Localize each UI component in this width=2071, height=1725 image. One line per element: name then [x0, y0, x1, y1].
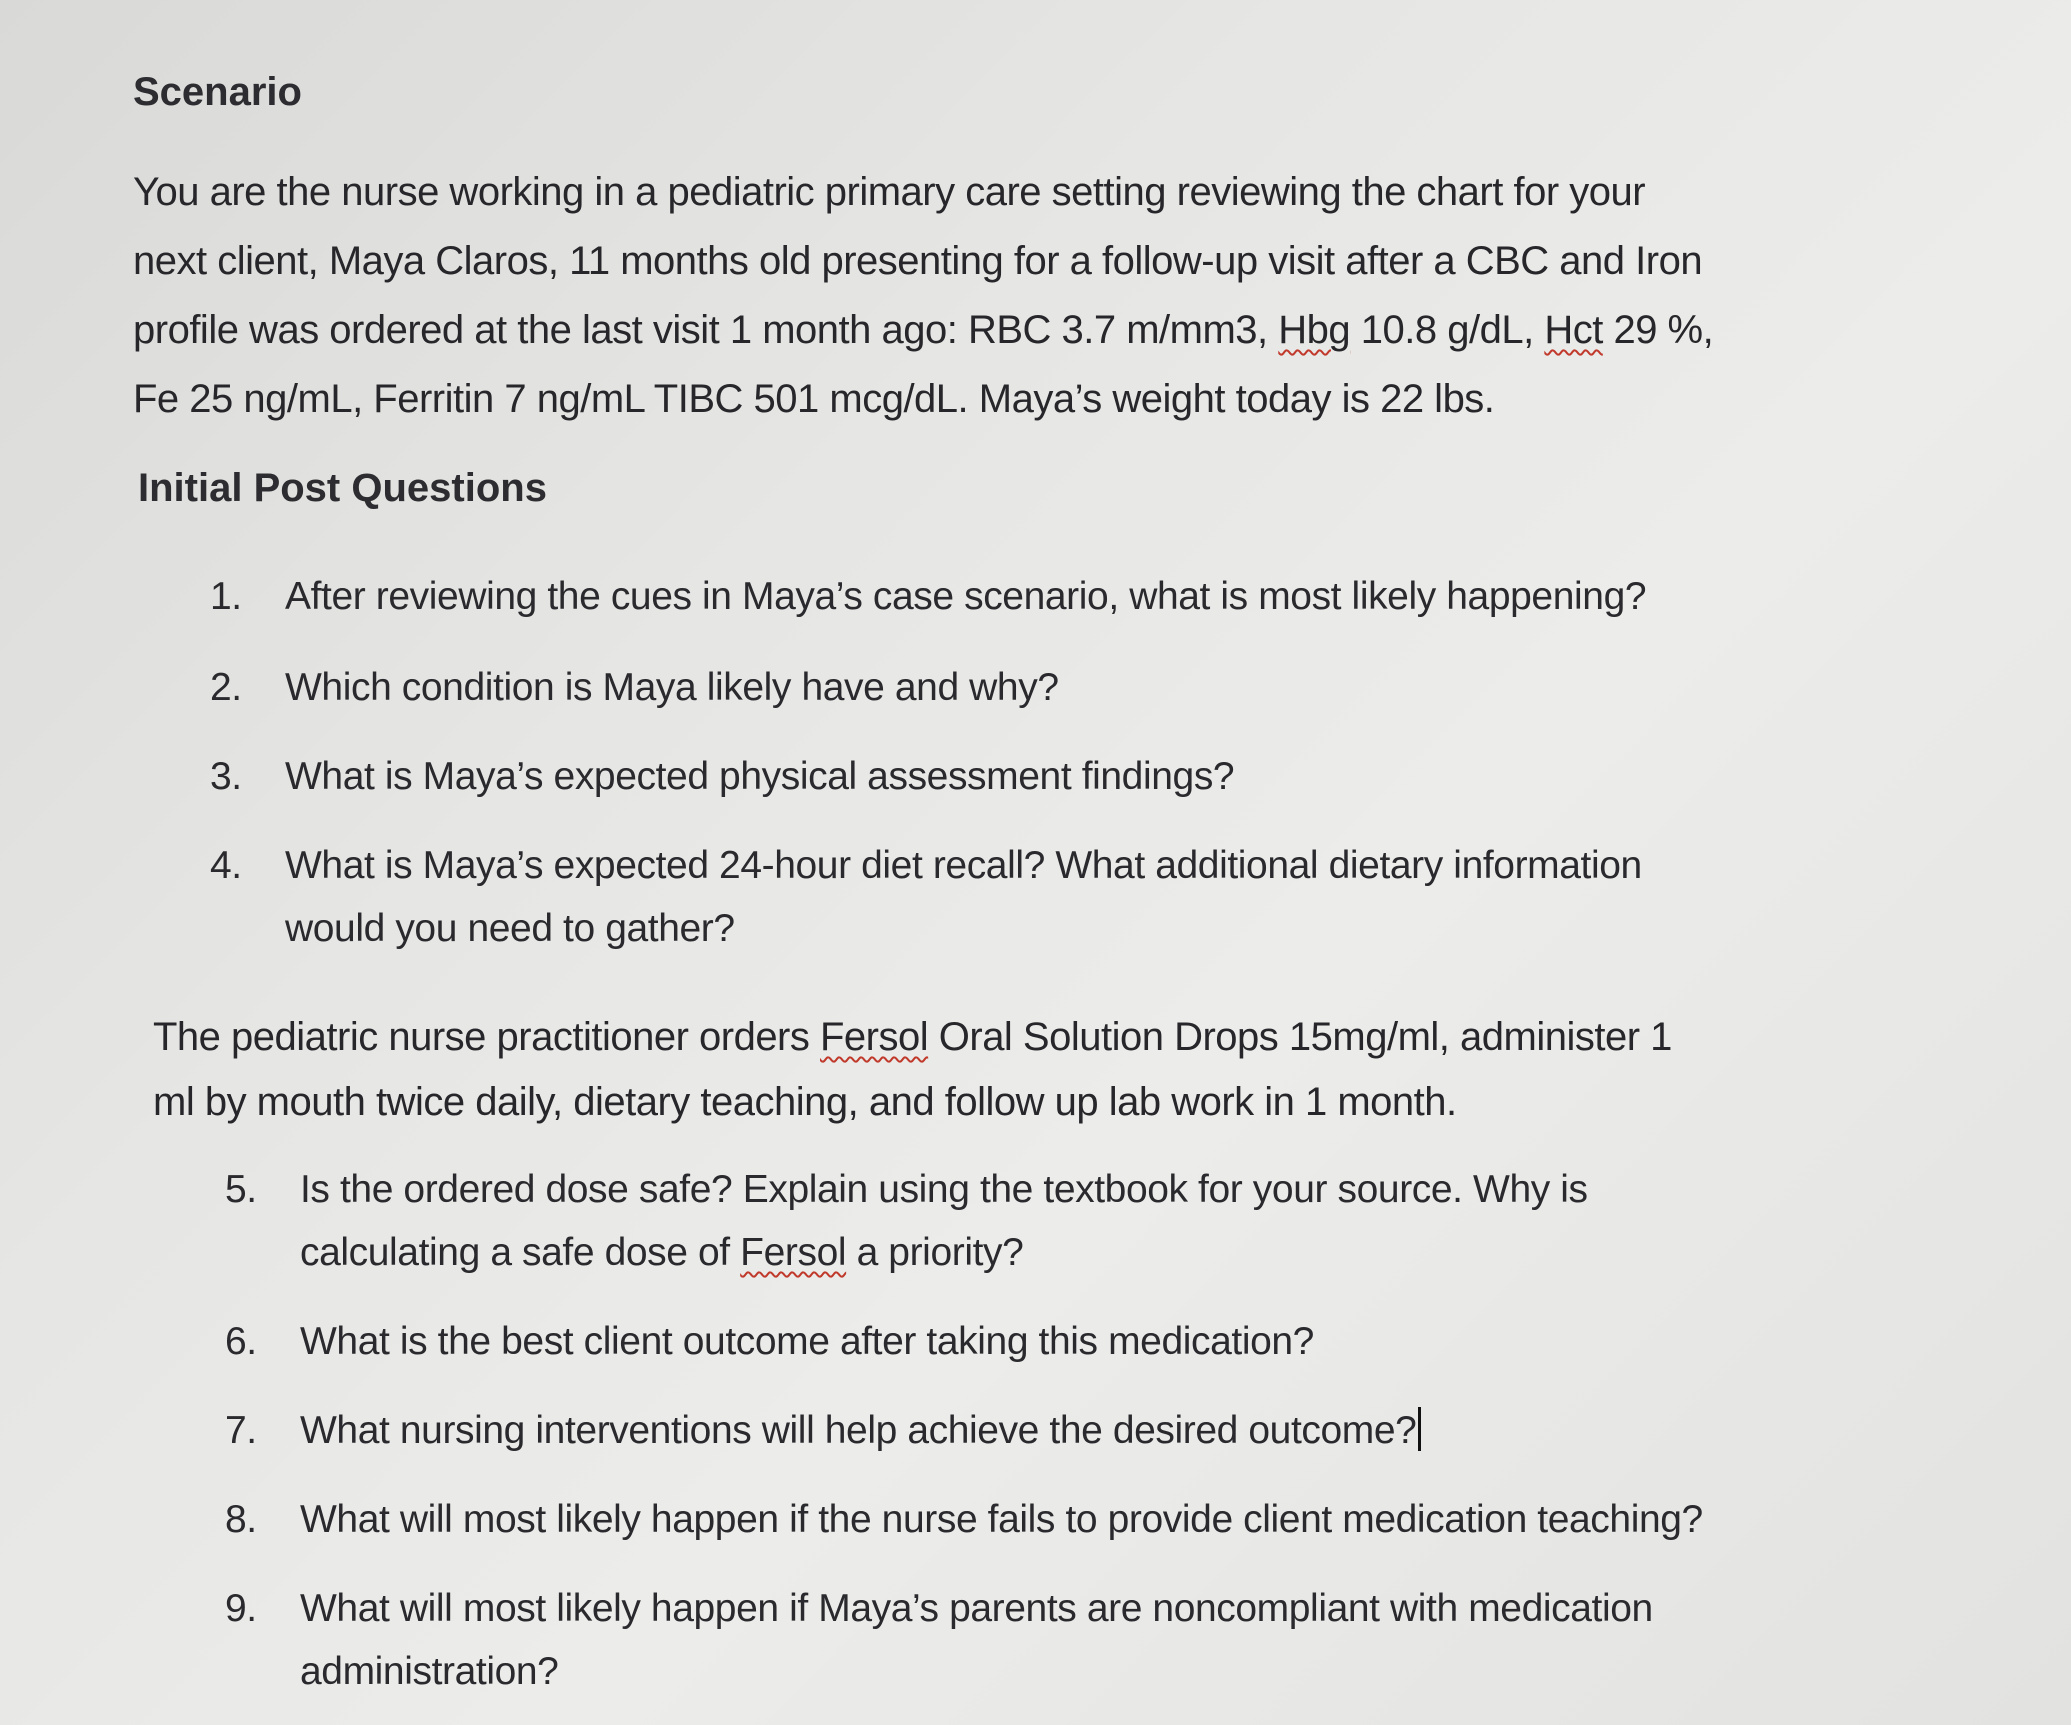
- question-text-continued: would you need to gather?: [285, 907, 735, 950]
- list-item: [225, 1399, 1703, 1462]
- hbg-abbrev: Hbg: [1278, 308, 1351, 352]
- list-item: [210, 745, 1646, 808]
- question-text-row: [300, 1399, 1703, 1462]
- question-text: What is Maya’s expected 24-hour diet recall? What additional dietary information: [285, 844, 1642, 887]
- list-item: [210, 656, 1646, 719]
- list-item: [225, 1158, 1703, 1284]
- list-item: [225, 1488, 1703, 1551]
- question-number: 3.: [210, 755, 242, 798]
- scenario-line-3-text: profile was ordered at the last visit 1 month ago: RBC 3.7 m/mm3,: [133, 308, 1279, 352]
- list-item: [225, 1577, 1703, 1703]
- q5-line2-pre: calculating a safe dose of: [300, 1231, 741, 1274]
- question-text: What is Maya’s expected physical assessment findings?: [285, 755, 1235, 798]
- question-text: After reviewing the cues in Maya’s case scenario, what is most likely happening?: [285, 575, 1647, 618]
- scenario-heading: Scenario: [133, 70, 302, 114]
- scenario-line-2: next client, Maya Claros, 11 months old presenting for a follow-up visit after a CBC and Iron: [133, 239, 1703, 283]
- question-number: 9.: [225, 1587, 257, 1630]
- order-paragraph: [153, 1005, 2033, 1135]
- question-number: 7.: [225, 1409, 257, 1452]
- question-number: 6.: [225, 1320, 257, 1363]
- initial-questions-list: [210, 565, 1646, 960]
- question-text: What will most likely happen if Maya’s parents are noncompliant with medication: [300, 1587, 1653, 1630]
- list-item: [210, 565, 1646, 628]
- question-text-continued: administration?: [300, 1650, 559, 1693]
- q5-line2-post: a priority?: [846, 1231, 1024, 1274]
- question-text: What will most likely happen if the nurse fails to provide client medication teaching?: [300, 1498, 1703, 1541]
- question-number: 4.: [210, 844, 242, 887]
- question-number: 8.: [225, 1498, 257, 1541]
- order-line-1-pre: The pediatric nurse practitioner orders: [153, 1015, 820, 1059]
- drug-name: Fersol: [740, 1231, 847, 1274]
- scenario-line-1: You are the nurse working in a pediatric primary care setting reviewing the chart for your: [133, 170, 1646, 214]
- order-line-1: [153, 1005, 2033, 1070]
- list-item: [210, 834, 1646, 960]
- question-text: Is the ordered dose safe? Explain using the textbook for your source. Why is: [300, 1168, 1588, 1211]
- question-text: What nursing interventions will help achieve the desired outcome?: [300, 1409, 1417, 1452]
- order-line-1-post: Oral Solution Drops 15mg/ml, administer 1: [928, 1015, 1672, 1059]
- initial-post-heading: Initial Post Questions: [138, 466, 547, 510]
- order-line-2: ml by mouth twice daily, dietary teaching, and follow up lab work in 1 month.: [153, 1080, 1457, 1124]
- scenario-line-4: Fe 25 ng/mL, Ferritin 7 ng/mL TIBC 501 mcg/dL. Maya’s weight today is 22 lbs.: [133, 377, 1495, 421]
- text-cursor: [1418, 1407, 1421, 1451]
- question-text-continued: [300, 1221, 1703, 1284]
- scenario-line-3: [133, 296, 2013, 365]
- question-number: 1.: [210, 575, 242, 618]
- scenario-paragraph: [133, 158, 2013, 434]
- question-text: Which condition is Maya likely have and why?: [285, 666, 1059, 709]
- drug-name: Fersol: [820, 1015, 929, 1059]
- list-item: [225, 1310, 1703, 1373]
- question-number: 5.: [225, 1168, 257, 1211]
- question-text: What is the best client outcome after taking this medication?: [300, 1320, 1314, 1363]
- question-number: 2.: [210, 666, 242, 709]
- hct-abbrev: Hct: [1544, 308, 1603, 352]
- hct-value: 29 %,: [1602, 308, 1714, 352]
- hbg-value: 10.8 g/dL,: [1350, 308, 1545, 352]
- followup-questions-list: [225, 1158, 1703, 1703]
